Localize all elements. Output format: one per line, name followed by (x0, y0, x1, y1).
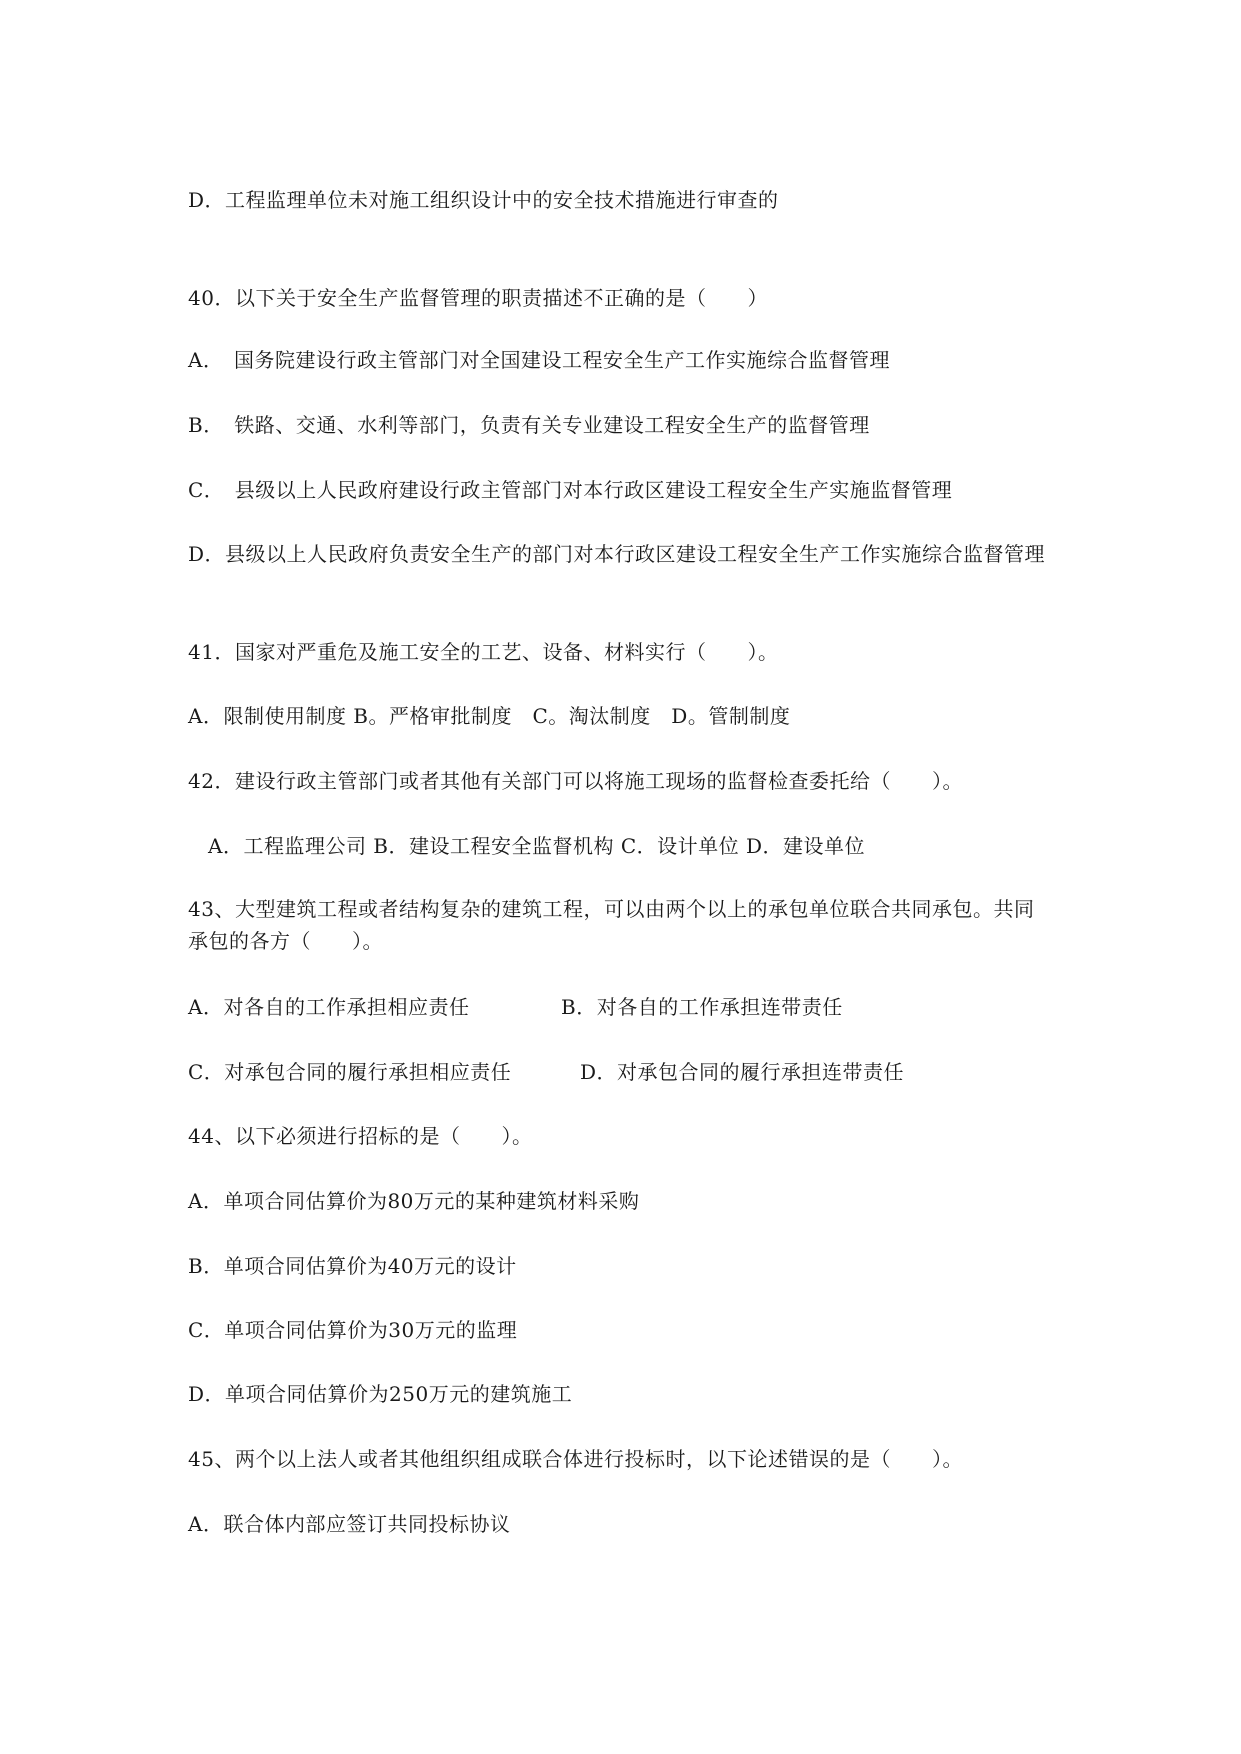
option-c-q44: C．单项合同估算价为30万元的监理 (188, 1318, 518, 1342)
options-q43-row2 (188, 1056, 904, 1088)
option-a-q43: A．对各自的工作承担相应责任 (188, 995, 470, 1019)
question-44: 44、以下必须进行招标的是（ ）。 (188, 1124, 533, 1148)
option-b-q43: B．对各自的工作承担连带责任 (561, 995, 843, 1019)
question-45: 45、两个以上法人或者其他组织组成联合体进行投标时，以下论述错误的是（ ）。 (188, 1447, 963, 1471)
option-a-q45: A．联合体内部应签订共同投标协议 (188, 1512, 511, 1536)
question-43: 43、大型建筑工程或者结构复杂的建筑工程，可以由两个以上的承包单位联合共同承包。共同承包的各方（ ）。 (188, 897, 1035, 953)
question-42: 42．建设行政主管部门或者其他有关部门可以将施工现场的监督检查委托给（ ）。 (188, 769, 963, 793)
option-c-q43: C．对承包合同的履行承担相应责任 (188, 1060, 512, 1084)
question-41: 41．国家对严重危及施工安全的工艺、设备、材料实行（ ）。 (188, 640, 779, 664)
options-q42: A．工程监理公司 B．建设工程安全监督机构 C．设计单位 D．建设单位 (208, 834, 866, 858)
option-d-q44: D．单项合同估算价为250万元的建筑施工 (188, 1382, 573, 1406)
option-a-q44: A．单项合同估算价为80万元的某种建筑材料采购 (188, 1189, 640, 1213)
option-a-q40: A． 国务院建设行政主管部门对全国建设工程安全生产工作实施综合监督管理 (188, 348, 890, 372)
option-c-q40: C． 县级以上人民政府建设行政主管部门对本行政区建设工程安全生产实施监督管理 (188, 478, 953, 502)
question-40: 40．以下关于安全生产监督管理的职责描述不正确的是（ ） (188, 286, 768, 310)
options-q43-row1 (188, 991, 843, 1023)
option-b-q40: B． 铁路、交通、水利等部门，负责有关专业建设工程安全生产的监督管理 (188, 413, 870, 437)
options-q41: A．限制使用制度 B。严格审批制度 C。淘汰制度 D。管制制度 (188, 704, 791, 728)
option-d-q43: D．对承包合同的履行承担连带责任 (580, 1060, 905, 1084)
option-d-q40: D．县级以上人民政府负责安全生产的部门对本行政区建设工程安全生产工作实施综合监督管理 (188, 542, 1046, 566)
option-d-q39: D．工程监理单位未对施工组织设计中的安全技术措施进行审查的 (188, 188, 779, 212)
option-b-q44: B．单项合同估算价为40万元的设计 (188, 1254, 517, 1278)
